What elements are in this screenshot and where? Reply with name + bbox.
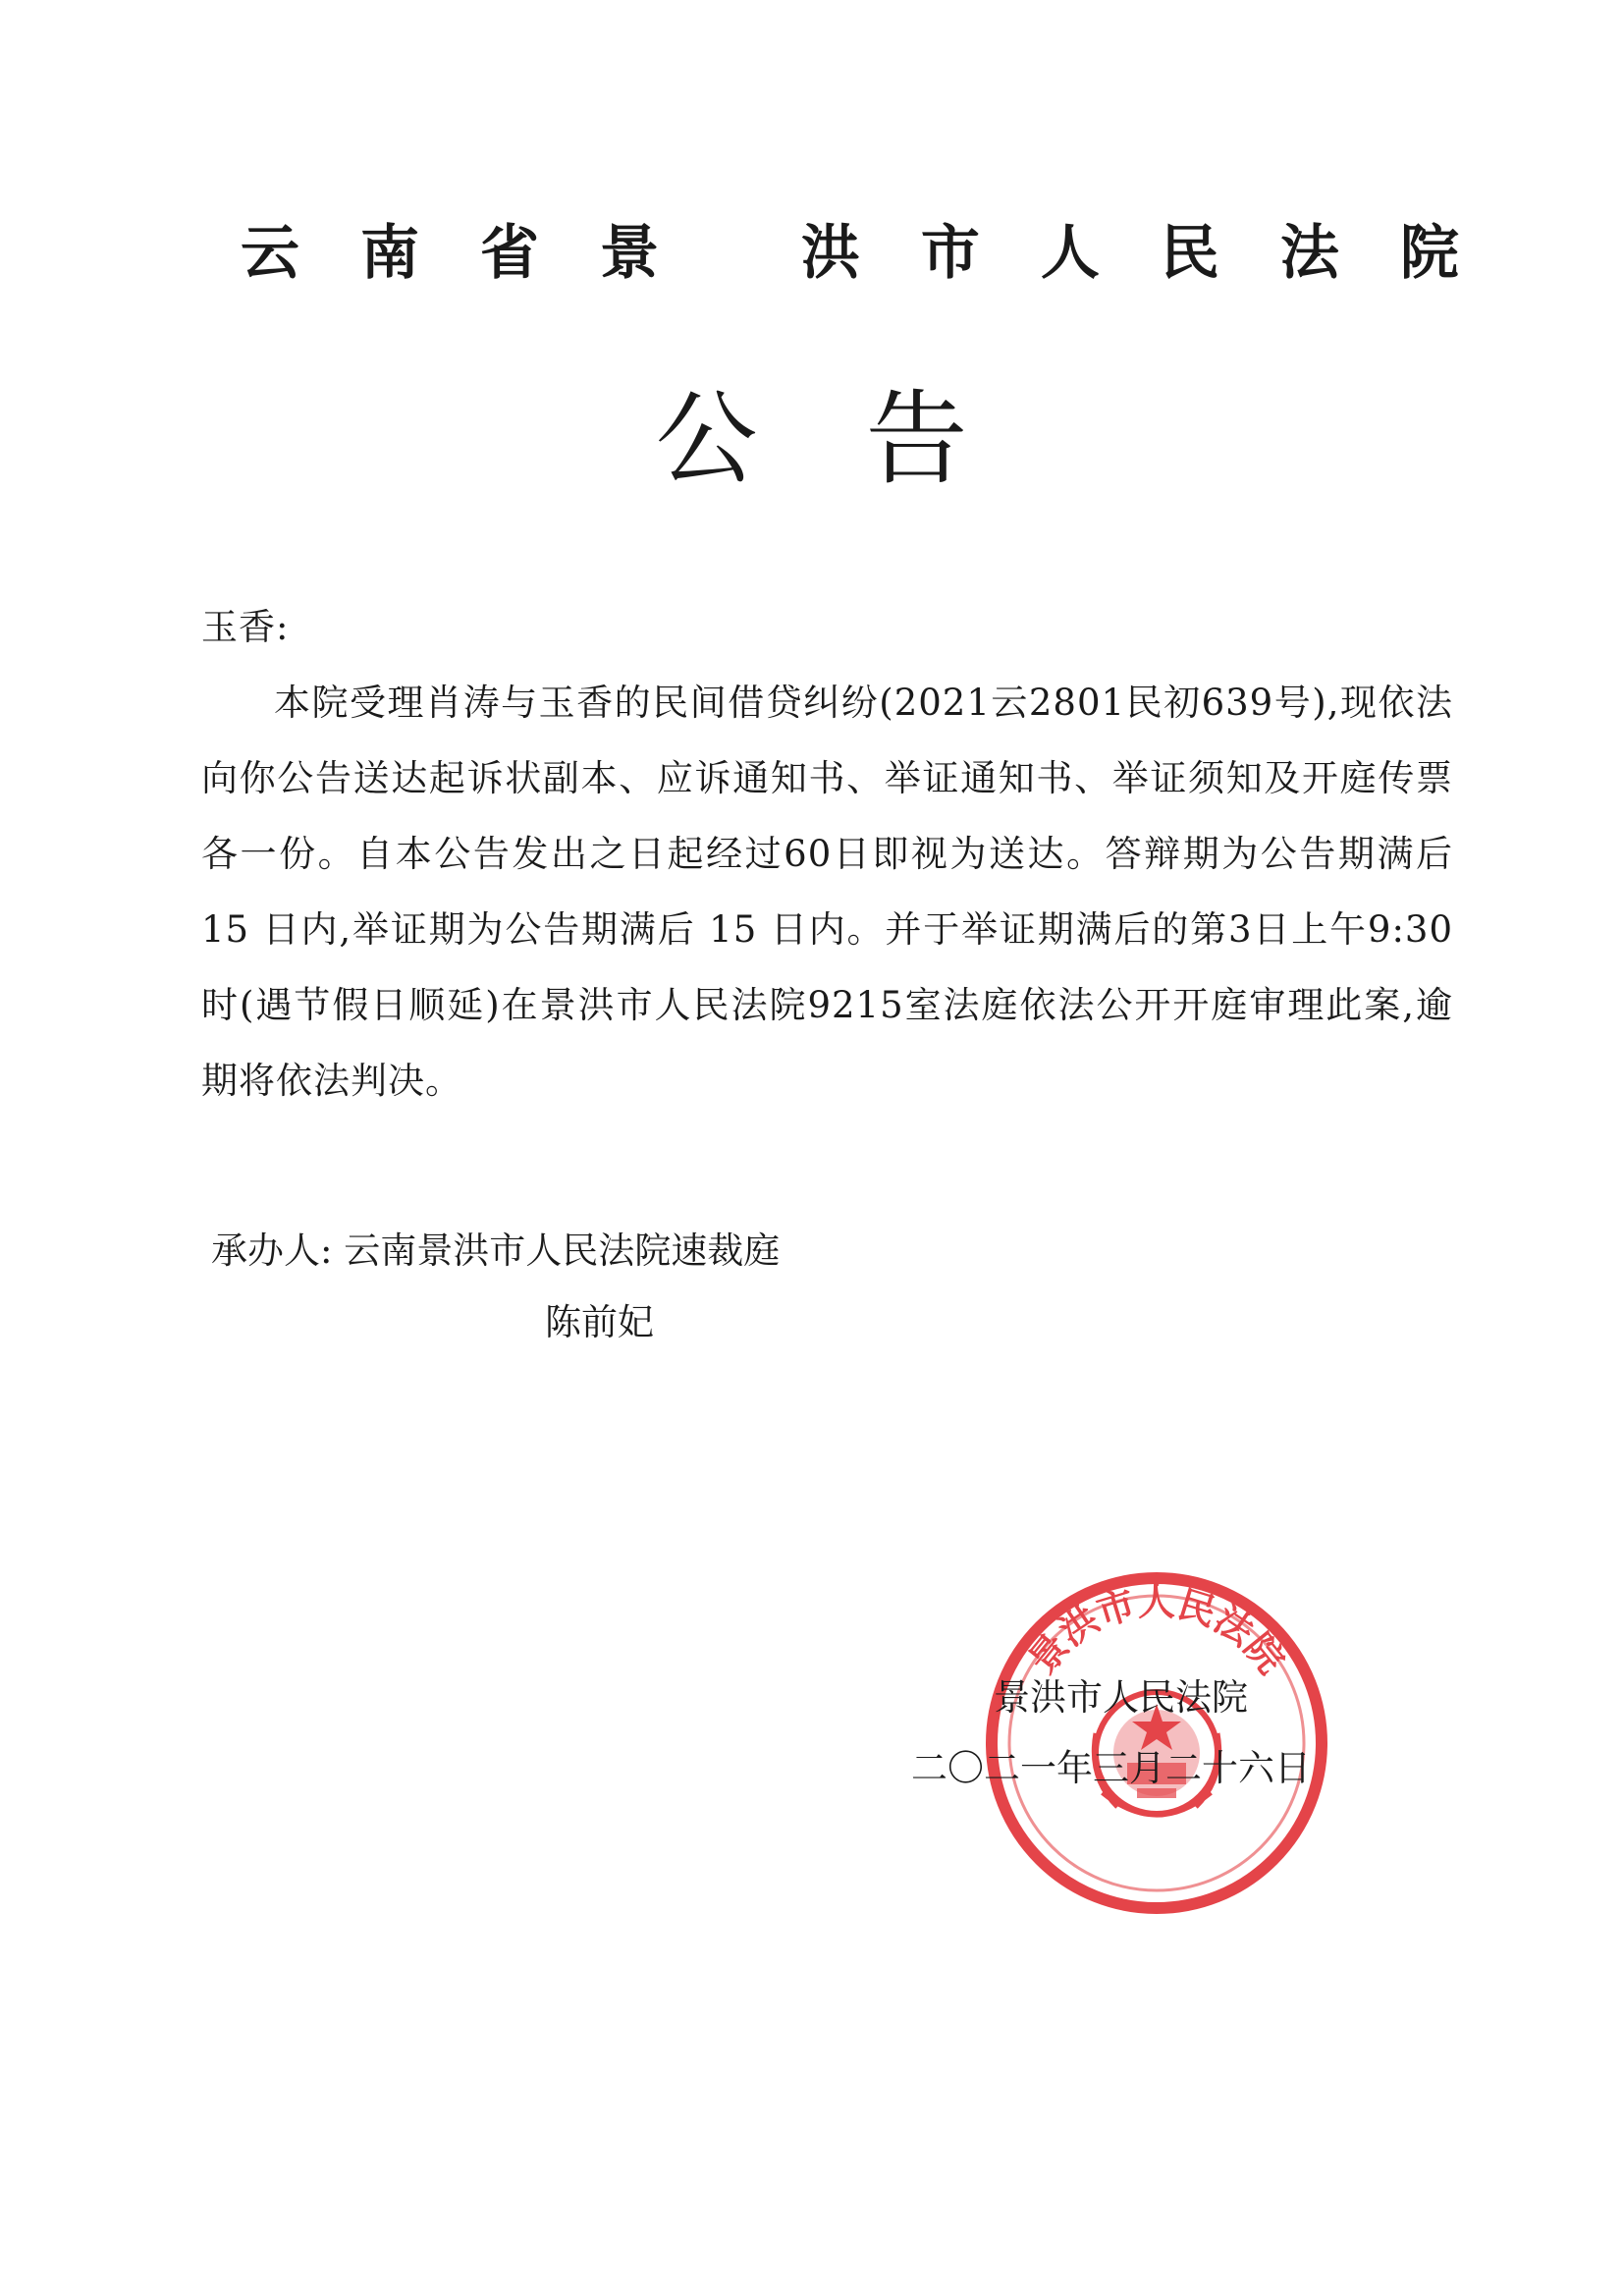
issuer-name: 景洪市人民法院 [994,1676,1248,1719]
handler-line [211,1223,780,1280]
handler-unit: 云南景洪市人民法院速裁庭 [344,1230,781,1272]
issue-date: 二〇二一年三月二十六日 [911,1747,1311,1789]
handler-label: 承办人: [211,1230,333,1272]
announcement-paragraph: 本院受理肖涛与玉香的民间借贷纠纷(2021云2801民初639号),现依法向你公告送达起诉状副本、应诉通知书、举证通知书、举证须知及开庭传票各一份。自本公告发出之日起经过60日即视为送达。答辩期为公告期满后 15 日内,举证期为公告期满后 15 日内。并于举证期满后的第3日上午9:30时(遇节假日顺延)在景洪市人民法院9215室法庭依法公开开庭审理此案,逾期将依法判决。 [201,682,1453,1102]
announcement-body [201,589,1453,1119]
handler-name: 陈前妃 [545,1301,654,1343]
seal-text: 景洪市人民法院 [1020,1580,1293,1682]
title-char-2: 告 [865,379,968,499]
court-name-heading: 云南省景 洪市人民法院 [241,219,1520,288]
svg-text:景洪市人民法院 [1020,1580,1293,1681]
title-char-1: 公 [655,379,758,499]
addressee: 玉香: [201,606,290,648]
document-title [0,379,1623,499]
